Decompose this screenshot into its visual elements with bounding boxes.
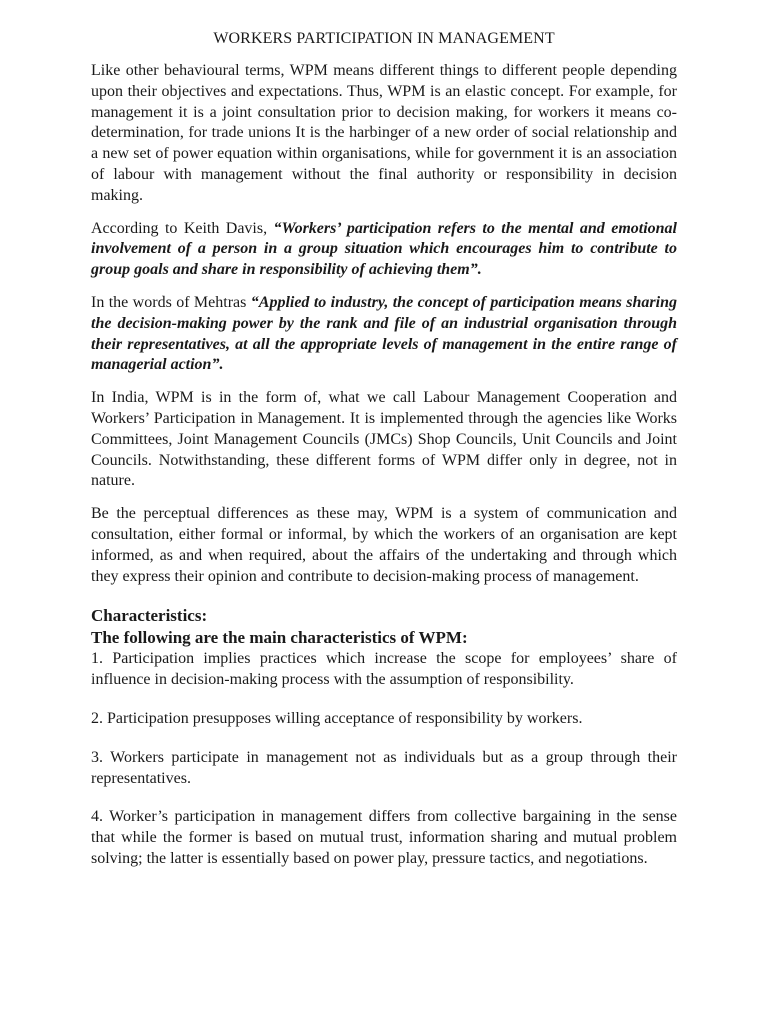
keith-davis-paragraph	[91, 219, 677, 281]
mehtras-paragraph	[91, 293, 677, 376]
characteristic-item-1: 1. Participation implies practices which increase the scope for employees’ share of influence in decision-making process with the assumption of responsibility.	[91, 650, 677, 689]
keith-davis-lead: According to Keith Davis,	[91, 219, 274, 237]
keith-davis-quote: “Workers’ participation refers to the mental and emotional involvement of a person in a group situation which encourages him to contribute to group goals and share in responsibility of achieving them”.	[91, 219, 677, 279]
perceptual-paragraph: Be the perceptual differences as these may, WPM is a system of communication and consultation, either formal or informal, by which the workers of an organisation are kept informed, as and when required, about the affairs of the undertaking and through which they express their opinion and contribute to decision-making process of management.	[91, 505, 677, 585]
characteristic-item-2: 2. Participation presupposes willing acceptance of responsibility by workers.	[91, 709, 583, 727]
document-page	[91, 28, 677, 888]
characteristics-heading: Characteristics:	[91, 606, 208, 626]
mehtras-lead: In the words of Mehtras	[91, 293, 251, 311]
intro-paragraph: Like other behavioural terms, WPM means different things to different people depending upon their objectives and expectations. Thus, WPM is an elastic concept. For example, for management it is a joint consultation prior to decision making, for workers it means co-determination, for trade unions It is the harbinger of a new order of social relationship and a new set of power equation within organisations, while for government it is an association of labour with management without the final authority or responsibility in decision making.	[91, 62, 677, 204]
mehtras-quote: “Applied to industry, the concept of participation means sharing the decision-making power by the rank and file of an industrial organisation through their representatives, at all the appropriate levels of management in the entire range of managerial action”.	[91, 293, 677, 374]
characteristic-item-4: 4. Worker’s participation in management differs from collective bargaining in the sense that while the former is based on mutual trust, information sharing and mutual problem solving; the latter is essentially based on power play, pressure tactics, and negotiations.	[91, 808, 677, 867]
characteristic-item-3: 3. Workers participate in management not as individuals but as a group through their representatives.	[91, 748, 677, 787]
document-title: WORKERS PARTICIPATION IN MANAGEMENT	[213, 30, 555, 47]
characteristics-subheading: The following are the main characteristics of WPM:	[91, 628, 468, 648]
india-paragraph: In India, WPM is in the form of, what we call Labour Management Cooperation and Workers’ Participation in Management. It is implemented through the agencies like Works Committees, Joint Management Councils (JMCs) Shop Councils, Unit Councils and Joint Councils. Notwithstanding, these different forms of WPM differ only in degree, not in nature.	[91, 389, 677, 490]
